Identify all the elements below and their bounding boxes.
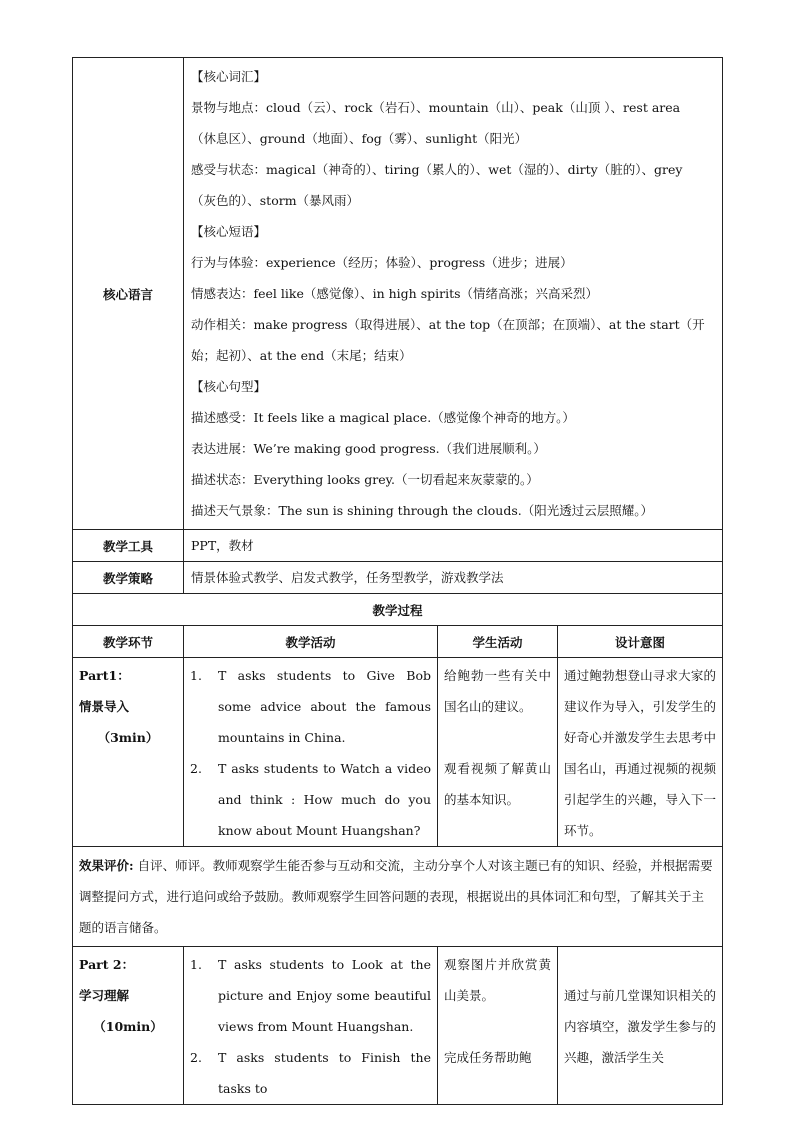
evaluation-content xyxy=(73,847,723,947)
tools-text: PPT，教材 xyxy=(191,538,254,553)
part1-row xyxy=(73,658,723,847)
strategy-label: 教学策略 xyxy=(73,562,184,594)
core-language-line: 表达进展：We’re making good progress.（我们进展顺利。） xyxy=(191,441,546,456)
core-language-line: 描述状态：Everything looks grey.（一切看起来灰蒙蒙的。） xyxy=(191,472,539,487)
student-activity-text: 完成任务帮助鲍 xyxy=(444,1050,532,1065)
activity-number: 2. xyxy=(190,761,202,776)
part1-phase-time: （3min） xyxy=(97,730,159,745)
core-language-line: 描述感受：It feels like a magical place.（感觉像个神奇的地方。） xyxy=(191,410,575,425)
core-language-line: 【核心词汇】 xyxy=(191,69,267,84)
part2-row xyxy=(73,947,723,1105)
tools-value xyxy=(184,530,723,562)
student-activity-text: 给鲍勃一些有关中国名山的建议。 xyxy=(444,668,551,714)
core-language-line: 行为与体验：experience（经历；体验）、progress（进步；进展） xyxy=(191,255,573,270)
process-header-row xyxy=(73,626,723,658)
tools-row xyxy=(73,530,723,562)
strategy-text: 情景体验式教学、启发式教学，任务型教学，游戏教学法 xyxy=(191,570,504,585)
evaluation-row xyxy=(73,847,723,947)
part2-design-intent xyxy=(558,947,723,1105)
activity-number: 1. xyxy=(190,668,202,683)
activity-text: T asks students to Give Bob some advice about the famous mountains in China. xyxy=(218,668,431,745)
design-intent-text: 通过与前几堂课知识相关的内容填空，激发学生参与的兴趣，激活学生关 xyxy=(564,988,717,1065)
activity-item xyxy=(184,660,437,753)
core-language-line: 感受与状态：magical（神奇的）、tiring（累人的）、wet（湿的）、dirty（脏的）、grey xyxy=(191,162,683,177)
lesson-plan-table xyxy=(72,57,723,1105)
core-language-row xyxy=(73,58,723,530)
part2-phase-time: （10min） xyxy=(93,1019,163,1034)
student-activity-text: 观看视频了解黄山的基本知识。 xyxy=(444,761,551,807)
activity-text: T asks students to Watch a video and think : How much do you know about Mount Huangshan? xyxy=(218,761,431,838)
strategy-value xyxy=(184,562,723,594)
student-activity-text: 观察图片并欣赏黄山美景。 xyxy=(444,957,551,1003)
part2-phase-title: 学习理解 xyxy=(79,988,130,1003)
core-language-line: 情感表达：feel like（感觉像）、in high spirits（情绪高涨；兴高采烈） xyxy=(191,286,599,301)
core-language-line: 景物与地点：cloud（云）、rock（岩石）、mountain（山）、peak（山顶 ）、rest area xyxy=(191,100,681,115)
process-title-row xyxy=(73,594,723,626)
lesson-plan-sheet xyxy=(72,57,722,1105)
part1-phase-title: 情景导入 xyxy=(79,699,130,714)
core-language-line: （灰色的）、storm（暴风雨） xyxy=(191,193,360,208)
strategy-row xyxy=(73,562,723,594)
activity-number: 2. xyxy=(190,1050,202,1065)
evaluation-text: 自评、师评。教师观察学生能否参与互动和交流，主动分享个人对该主题已有的知识、经验，并根据需要调整提问方式，进行追问或给予鼓励。教师观察学生回答问题的表现，根据说出的具体词汇和句型，了解其关于主题的语言储备。 xyxy=(79,858,713,935)
activity-item xyxy=(184,753,437,846)
process-title: 教学过程 xyxy=(73,594,723,626)
activity-text: T asks students to Look at the picture and Enjoy some beautiful views from Mount Huangshan. xyxy=(218,957,431,1034)
tools-label: 教学工具 xyxy=(73,530,184,562)
activity-item xyxy=(184,949,437,1042)
part1-teacher-activities xyxy=(184,658,438,847)
core-language-line: 【核心句型】 xyxy=(191,379,267,394)
part2-teacher-activities xyxy=(184,947,438,1105)
core-language-line: 描述天气景象：The sun is shining through the clouds.（阳光透过云层照耀。） xyxy=(191,503,653,518)
part1-phase xyxy=(73,658,184,847)
part2-phase-name: Part 2： xyxy=(79,957,135,972)
evaluation-label: 效果评价: xyxy=(79,858,134,873)
activity-item xyxy=(184,1042,437,1104)
activity-number: 1. xyxy=(190,957,202,972)
activity-text: T asks students to Finish the tasks to xyxy=(218,1050,431,1096)
core-language-line: 【核心短语】 xyxy=(191,224,267,239)
core-language-line: （休息区）、ground（地面）、fog（雾）、sunlight（阳光） xyxy=(191,131,528,146)
part1-design-intent xyxy=(558,658,723,847)
header-design-intent: 设计意图 xyxy=(558,626,723,658)
part2-phase xyxy=(73,947,184,1105)
design-intent-text: 通过鲍勃想登山寻求大家的建议作为导入，引发学生的好奇心并激发学生去思考中国名山，再通过视频的视频引起学生的兴趣，导入下一环节。 xyxy=(564,668,717,838)
part2-student-activities xyxy=(438,947,558,1105)
core-language-content xyxy=(184,58,723,530)
core-language-line: 始；起初）、at the end（末尾；结束） xyxy=(191,348,412,363)
header-student-activity: 学生活动 xyxy=(438,626,558,658)
part1-student-activities xyxy=(438,658,558,847)
header-phase: 教学环节 xyxy=(73,626,184,658)
core-language-line: 动作相关：make progress（取得进展）、at the top（在顶部；在顶端）、at the start（开 xyxy=(191,317,705,332)
part1-phase-name: Part1： xyxy=(79,668,130,683)
header-teacher-activity: 教学活动 xyxy=(184,626,438,658)
core-language-label: 核心语言 xyxy=(73,58,184,530)
